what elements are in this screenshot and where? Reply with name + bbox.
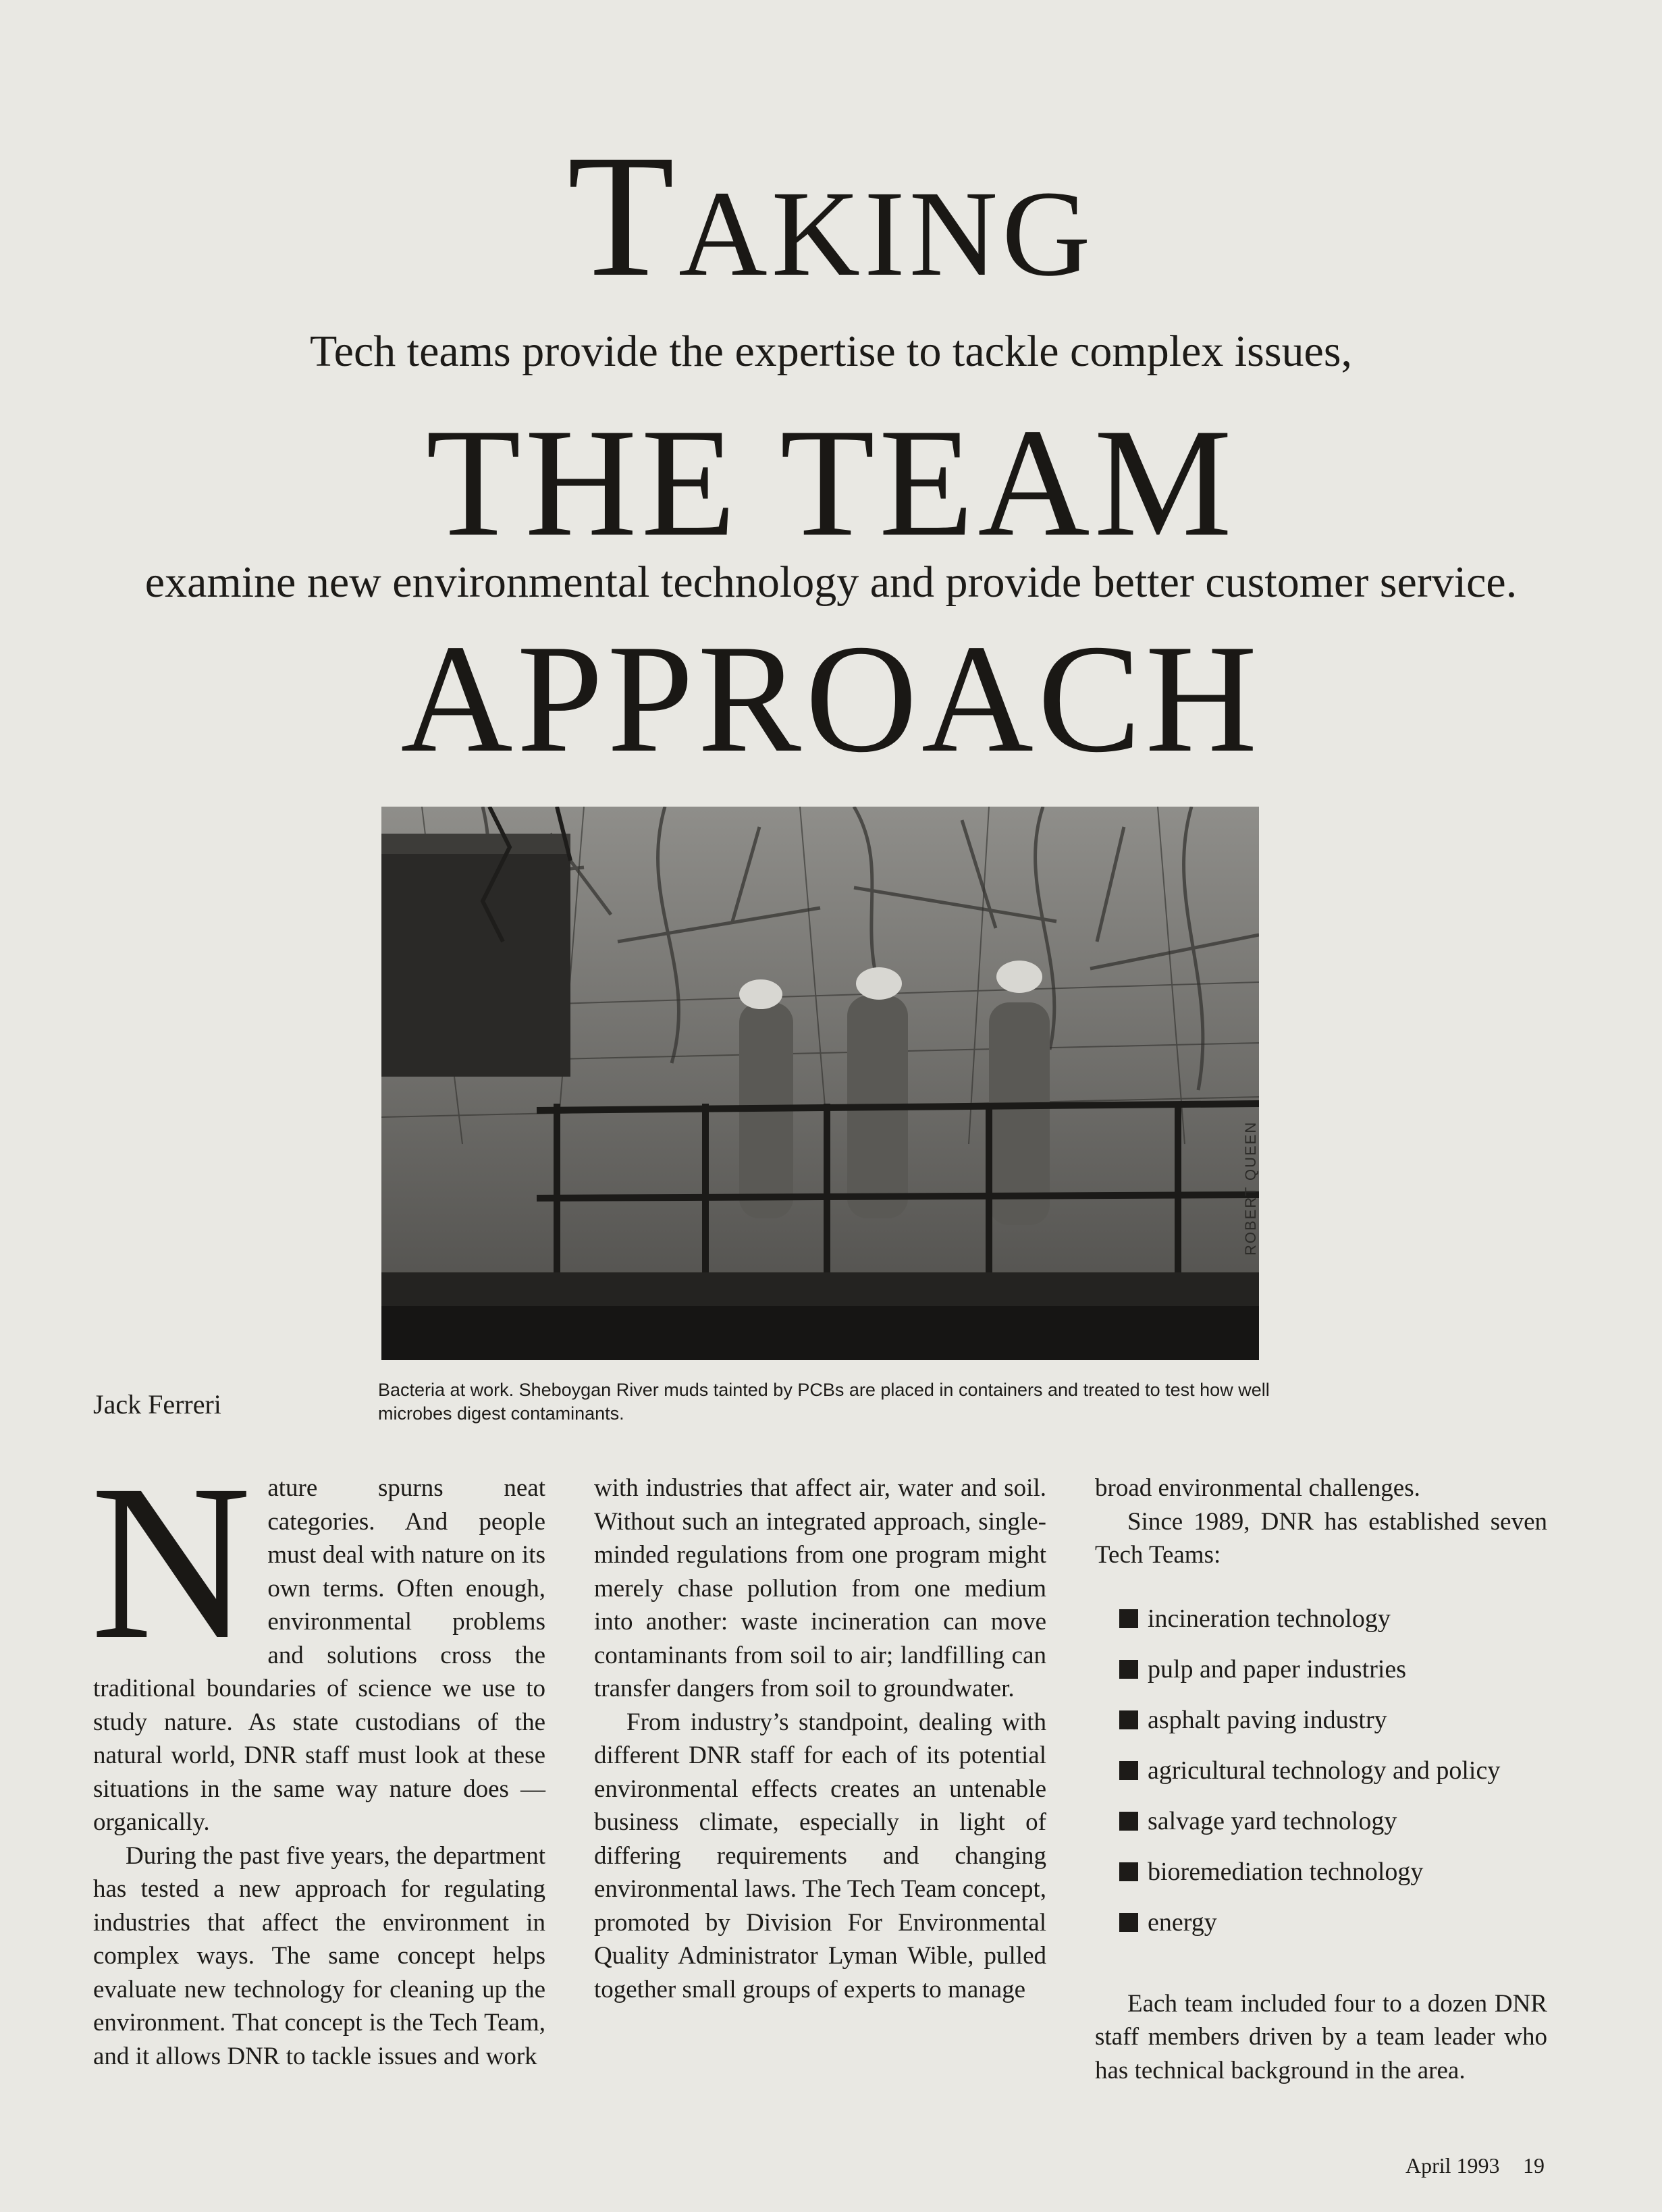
- square-bullet-icon: [1119, 1660, 1138, 1679]
- article-column-2: [594, 1472, 1046, 2006]
- list-item: salvage yard technology: [1119, 1796, 1547, 1847]
- article-column-1: [90, 1439, 545, 2073]
- list-item: agricultural technology and policy: [1119, 1746, 1547, 1796]
- tech-team-list: [1119, 1594, 1547, 1948]
- list-item: energy: [1119, 1897, 1547, 1948]
- article-column-3: [1095, 1472, 1547, 2087]
- paragraph-4: Since 1989, DNR has established seven Tech Teams:: [1095, 1507, 1547, 1569]
- paragraph-2-continued: with industries that affect air, water and soil. Without such an integrated approach, single-minded regulations from one program might merely chase pollution from one medium into another: waste incineration can move contaminants from soil to air; landfilling can transfer dangers from soil to groundwater.: [594, 1474, 1046, 1702]
- paragraph-3: From industry’s standpoint, dealing with different DNR staff for each of its potential environmental effects creates an untenable business climate, especially in light of differing requirements and changing environmental laws. The Tech Team concept, promoted by Division For Environmental Quality Administrator Lyman Wible, pulled together small groups of experts to manage: [594, 1708, 1046, 2003]
- drop-cap: N: [90, 1439, 252, 1685]
- list-item: asphalt paving industry: [1119, 1695, 1547, 1746]
- paragraph-5: Each team included four to a dozen DNR staff members driven by a team leader who has technical background in the area.: [1095, 1989, 1547, 2084]
- photo-caption: Bacteria at work. Sheboygan River muds tainted by PCBs are placed in containers and treated to test how well microbes digest contaminants.: [378, 1380, 1270, 1424]
- list-item: pulp and paper industries: [1119, 1644, 1547, 1695]
- paragraph-2: During the past five years, the department has tested a new approach for regulating industries that affect the environment in complex ways. The same concept helps evaluate new technology for cleaning up the environment. That concept is the Tech Team, and it allows DNR to tackle issues and work: [93, 1841, 545, 2070]
- headline-approach: APPROACH: [400, 612, 1262, 784]
- headline-the-team: THE TEAM: [425, 396, 1237, 568]
- list-item: incineration technology: [1119, 1594, 1547, 1644]
- paragraph-3-continued: broad environmental challenges.: [1095, 1474, 1420, 1502]
- square-bullet-icon: [1119, 1761, 1138, 1780]
- square-bullet-icon: [1119, 1812, 1138, 1831]
- square-bullet-icon: [1119, 1710, 1138, 1729]
- page-number: 19: [1523, 2153, 1545, 2178]
- square-bullet-icon: [1119, 1862, 1138, 1881]
- deck-line-2: examine new environmental technology and provide better customer service.: [144, 558, 1518, 607]
- article-photo: [381, 807, 1259, 1360]
- headline-taking: Taking: [567, 119, 1095, 313]
- deck-line-1: Tech teams provide the expertise to tackle complex issues,: [309, 327, 1353, 376]
- issue-date: April 1993: [1405, 2153, 1500, 2178]
- square-bullet-icon: [1119, 1913, 1138, 1932]
- list-item: bioremediation technology: [1119, 1847, 1547, 1897]
- byline: Jack Ferreri: [93, 1389, 221, 1420]
- square-bullet-icon: [1119, 1609, 1138, 1628]
- photo-credit: ROBERT QUEEN: [1242, 1121, 1259, 1256]
- paragraph-1: ature spurns neat categories. And people must deal with nature on its own terms. Often enough, environmental problems and solutions cross the traditional boundaries of science we use to study nature. As state custodians of the natural world, DNR staff must look at these situations in the same way nature does — organically.: [93, 1474, 545, 1836]
